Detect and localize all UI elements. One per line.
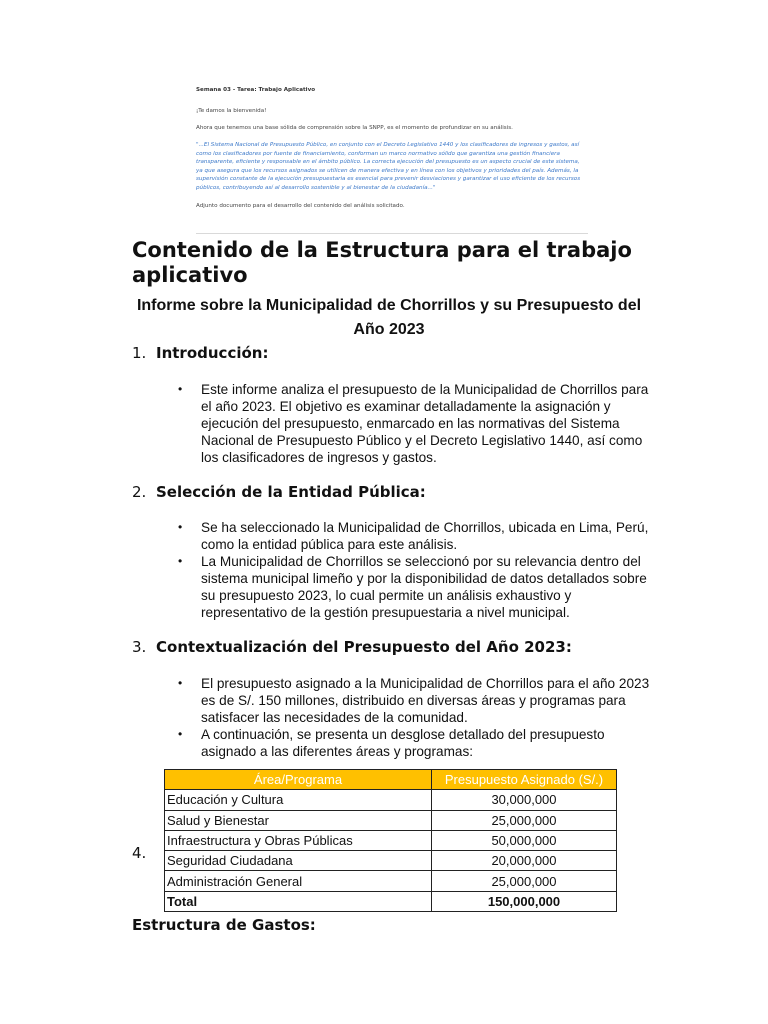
table-cell: 25,000,000	[432, 871, 617, 891]
snippet-quote: "...El Sistema Nacional de Presupuesto Público, en conjunto con el Decreto Legislativo 1440 y los clasificadores de ingresos y gastos, así como los clasificadores por fuente de financiamiento, conforman un marco normativo sólido que garantiza una gestión financiera transparente, eficiente y responsable en el ámbito público. La correcta ejecución del presupuesto es un aspecto crucial de este sistema, ya que asegura que los recursos asignados se utilicen de manera efectiva y en línea con los objetivos y prioridades del país. Además, la supervisión constante de la ejecución presupuestaria es esencial para prevenir desviaciones y garantizar el uso eficiente de los recursos públicos, contribuyendo así al desarrollo sostenible y al bienestar de la ciudadanía..."	[196, 142, 581, 191]
divider	[196, 233, 588, 234]
snippet-welcome: ¡Te damos la bienvenida!	[196, 108, 267, 114]
table-cell: Educación y Cultura	[165, 790, 432, 810]
list-item: • A continuación, se presenta un desglose detallado del presupuesto asignado a las diferentes áreas y programas:	[176, 726, 654, 760]
table-header-row	[165, 770, 617, 790]
table-row	[165, 830, 617, 850]
table-cell: 25,000,000	[432, 810, 617, 830]
table-row	[165, 851, 617, 871]
table-cell: 30,000,000	[432, 790, 617, 810]
section-title: Introducción:	[156, 344, 269, 362]
assignment-snippet	[196, 86, 588, 219]
column-header: Área/Programa	[165, 770, 432, 790]
snippet-closing: Adjunto documento para el desarrollo del contenido del análisis solicitado.	[196, 202, 405, 209]
section-number: 2.	[132, 483, 147, 501]
section-heading-estructura-gastos: Estructura de Gastos:	[132, 916, 316, 934]
table-cell: 20,000,000	[432, 851, 617, 871]
table-cell: 50,000,000	[432, 830, 617, 850]
section-heading-introduccion	[132, 343, 268, 363]
table-cell: Total	[165, 891, 432, 911]
bullet-list	[176, 381, 654, 466]
table-cell: 150,000,000	[432, 891, 617, 911]
bullet-list	[176, 519, 654, 621]
section-heading-seleccion	[132, 482, 426, 502]
table-cell: Salud y Bienestar	[165, 810, 432, 830]
list-number-4: 4.	[132, 844, 147, 862]
list-item: • Este informe analiza el presupuesto de la Municipalidad de Chorrillos para el año 2023. El objetivo es examinar detalladamente la asignación y ejecución del presupuesto, enmarcado en las normativas del Sistema Nacional de Presupuesto Público y el Decreto Legislativo 1440, así como los clasificadores de ingresos y gastos.	[176, 381, 654, 466]
table-cell: Administración General	[165, 871, 432, 891]
budget-table	[164, 769, 617, 912]
table-row	[165, 871, 617, 891]
column-header: Presupuesto Asignado (S/.)	[432, 770, 617, 790]
snippet-intro: Ahora que tenemos una base sólida de comprensión sobre la SNPP, es el momento de profundizar en su análisis.	[196, 125, 513, 131]
section-number: 1.	[132, 344, 147, 362]
document-heading: Contenido de la Estructura para el trabajo aplicativo	[132, 238, 632, 287]
table-row	[165, 810, 617, 830]
bullet-list	[176, 675, 654, 760]
table-cell: Infraestructura y Obras Públicas	[165, 830, 432, 850]
section-heading-contextualizacion	[132, 637, 572, 657]
list-item: • La Municipalidad de Chorrillos se seleccionó por su relevancia dentro del sistema municipal limeño y por la disponibilidad de datos detallados sobre su presupuesto 2023, lo cual permite un análisis exhaustivo y representativo de la gestión presupuestaria a nivel municipal.	[176, 553, 654, 621]
section-title: Contextualización del Presupuesto del Año 2023:	[156, 638, 572, 656]
section-number: 3.	[132, 638, 147, 656]
table-cell: Seguridad Ciudadana	[165, 851, 432, 871]
list-item: • El presupuesto asignado a la Municipalidad de Chorrillos para el año 2023 es de S/. 150 millones, distribuido en diversas áreas y programas para satisfacer las necesidades de la comunidad.	[176, 675, 654, 726]
report-subtitle: Informe sobre la Municipalidad de Chorrillos y su Presupuesto del Año 2023	[136, 297, 642, 338]
section-title: Selección de la Entidad Pública:	[156, 483, 426, 501]
table-total-row	[165, 891, 617, 911]
list-item: • Se ha seleccionado la Municipalidad de Chorrillos, ubicada en Lima, Perú, como la entidad pública para este análisis.	[176, 519, 654, 553]
table-row	[165, 790, 617, 810]
snippet-title: Semana 03 - Tarea: Trabajo Aplicativo	[196, 87, 316, 93]
